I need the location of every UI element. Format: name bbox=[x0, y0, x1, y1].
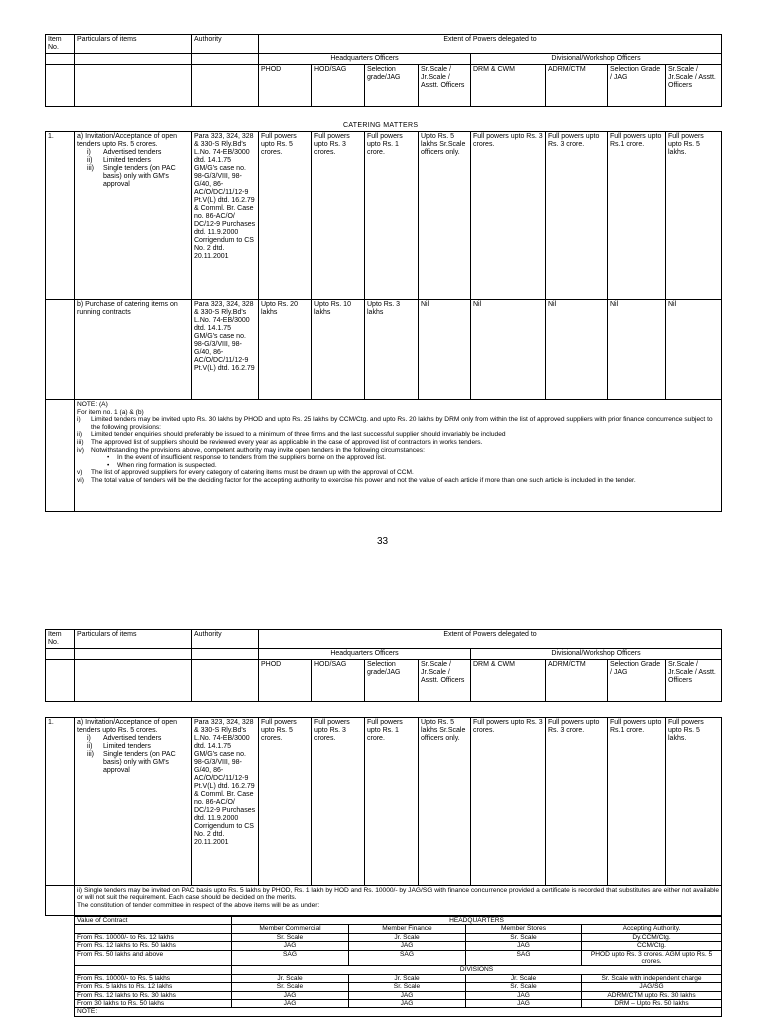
note-item: v) The list of approved suppliers for every category of catering items must be drawn up with the approval of CCM. bbox=[77, 469, 414, 477]
row1-sublist bbox=[77, 149, 189, 189]
committee-header-stores: Member Stores bbox=[466, 925, 582, 933]
committee-header-commercial: Member Commercial bbox=[232, 925, 349, 933]
row1-val: Full powers upto Rs.1 crore. bbox=[608, 718, 666, 886]
row1b-val: Upto Rs. 20 lakhs bbox=[259, 300, 312, 400]
div-officers-header: Divisional/Workshop Officers bbox=[471, 54, 722, 65]
page2-note-label: NOTE: bbox=[75, 1008, 722, 1016]
col-phod: PHOD bbox=[259, 65, 312, 107]
table-row: From Rs. 5 lakhs to Rs. 12 lakhs Sr. Scale Sr. Scale Sr. Scale JAG/SG bbox=[75, 983, 722, 991]
col-div-sr-scale: Sr.Scale / Jr.Scale / Asstt. Officers bbox=[666, 65, 722, 107]
col-adrm: ADRM/CTM bbox=[546, 65, 608, 107]
note-cell bbox=[75, 400, 722, 512]
row1-val: Full powers upto Rs. 1 crore. bbox=[365, 132, 419, 300]
note-item: i) Limited tenders may be invited upto Rs. 30 lakhs by PHOD and upto Rs. 25 lakhs by CCM/Ctg. and upto Rs. 20 lakhs by DRM only from within the list of approved suppliers with prior finance concurrence subject to the following provisions: bbox=[77, 416, 713, 431]
list-item: ii) Limited tenders bbox=[87, 157, 151, 164]
row1b-val: Nil bbox=[471, 300, 546, 400]
table-row: From Rs. 12 lakhs to Rs. 30 lakhs JAG JAG JAG ADRM/CTM upto Rs. 30 lakhs bbox=[75, 991, 722, 999]
row1-val: Full powers upto Rs. 5 crores. bbox=[259, 718, 312, 886]
col-drm: DRM & CWM bbox=[471, 65, 546, 107]
row1-particulars-a: a) Invitation/Acceptance of open tenders upto Rs. 5 crores. bbox=[77, 133, 178, 148]
row1b-particulars: b) Purchase of catering items on running contracts bbox=[75, 300, 192, 400]
row1b-val: Nil bbox=[608, 300, 666, 400]
page1-body-table bbox=[45, 131, 722, 512]
section-title: CATERING MATTERS bbox=[343, 122, 419, 129]
row1b-val: Upto Rs. 10 lakhs bbox=[312, 300, 365, 400]
note-item: iv) Notwithstanding the provisions above, competent authority may invite open tenders in the following circumstances: bbox=[77, 446, 425, 454]
col-div-sel-jag: Selection Grade / JAG bbox=[608, 65, 666, 107]
col-sr-scale: Sr.Scale / Jr.Scale / Asstt. Officers bbox=[419, 65, 471, 107]
note-title: NOTE: (A) bbox=[77, 401, 108, 408]
col-div-sel-jag: Selection Grade / JAG bbox=[608, 660, 666, 702]
row1-particulars bbox=[75, 132, 192, 300]
list-item: ii) Limited tenders bbox=[87, 743, 151, 750]
row1-val: Full powers upto Rs. 3 crore. bbox=[546, 718, 608, 886]
extent-header: Extent of Powers delegated to bbox=[259, 630, 722, 649]
committee-table bbox=[74, 916, 722, 1017]
row1b-val: Upto Rs. 3 lakhs bbox=[365, 300, 419, 400]
page2-header-table bbox=[45, 629, 722, 702]
page1-header-table bbox=[45, 34, 722, 107]
note-bullet: • When ring formation is suspected. bbox=[107, 461, 217, 469]
row1-val: Upto Rs. 5 lakhs Sr.Scale officers only. bbox=[419, 718, 471, 886]
list-item: iii) Single tenders (on PAC basis) only with GM's approval bbox=[87, 165, 176, 188]
list-item: iii) Single tenders (on PAC basis) only with GM's approval bbox=[87, 751, 176, 774]
row1-val: Full powers upto Rs. 5 lakhs. bbox=[666, 718, 722, 886]
row1-authority: Para 323, 324, 328 & 330-S Rly.Bd's L.No. 74-EB/3000 dtd. 14.1.75 GM/G's case no. 98-G/3/VIII, 98-G/40, 86-AC/O/DC/11/12-9 Pt.V(L) dtd. 16.2.79 & Comml. Br. Case no. 86-AC/O/ DC/12-9 Purchases dtd. 11.9.2000 Corrigendum to CS No. 2 dtd. 20.11.2001 bbox=[192, 132, 259, 300]
row1-val: Full powers upto Rs. 5 lakhs. bbox=[666, 132, 722, 300]
col-sr-scale: Sr.Scale / Jr.Scale / Asstt. Officers bbox=[419, 660, 471, 702]
row1-particulars bbox=[75, 718, 192, 886]
table-row: From Rs. 50 lakhs and above SAG SAG SAG PHOD upto Rs. 3 crores. AGM upto Rs. 5 crores. bbox=[75, 950, 722, 966]
row1-num: 1. bbox=[46, 132, 75, 300]
row1b-authority: Para 323, 324, 328 & 330-S Rly.Bd's L.No. 74-EB/3000 dtd. 14.1.75 GM/G's case no. 98-G/3/VIII, 98-G/40, 86-AC/O/DC/11/12-9 Pt.V(L) dtd. 16.2.79 bbox=[192, 300, 259, 400]
col-hod: HOD/SAG bbox=[312, 65, 365, 107]
table-row: From Rs. 10000/- to Rs. 5 lakhs Jr. Scale Jr. Scale Jr. Scale Sr. Scale with independent charge bbox=[75, 974, 722, 982]
col-sel-jag: Selection grade/JAG bbox=[365, 65, 419, 107]
particulars-header: Particulars of items bbox=[75, 35, 192, 54]
row1-val: Full powers upto Rs. 3 crores. bbox=[312, 132, 365, 300]
row1-val: Upto Rs. 5 lakhs Sr.Scale officers only. bbox=[419, 132, 471, 300]
note-bullet: • In the event of insufficient response to tenders from the suppliers borne on the approved list. bbox=[107, 454, 386, 462]
table-row: From Rs. 12 lakhs to Rs. 50 lakhs JAG JAG JAG CCM/Ctg. bbox=[75, 942, 722, 950]
row1-sublist bbox=[77, 735, 189, 775]
row1-val: Full powers upto Rs. 5 crores. bbox=[259, 132, 312, 300]
row1-val: Full powers upto Rs. 3 crores. bbox=[471, 132, 546, 300]
single-tender-note-cell bbox=[75, 886, 722, 916]
row1b-val: Nil bbox=[666, 300, 722, 400]
committee-header-value: Value of Contract bbox=[75, 917, 232, 925]
col-adrm: ADRM/CTM bbox=[546, 660, 608, 702]
item-no-header: Item No. bbox=[46, 630, 75, 649]
list-item: i) Advertised tenders bbox=[87, 149, 162, 156]
row1-val: Full powers upto Rs. 3 crore. bbox=[546, 132, 608, 300]
col-div-sr-scale: Sr.Scale / Jr.Scale / Asstt. Officers bbox=[666, 660, 722, 702]
div-label: DIVISIONS bbox=[232, 966, 722, 974]
single-tender-note: ii) Single tenders may be invited on PAC basis upto Rs. 5 lakhs by PHOD, Rs. 1 lakh by HOD and Rs. 10000/- by JAG/SG with finance concurrence provided a certificate is recorded that substitutes are either not available or will not suit the requirement. Each case should be decided on the merits. bbox=[77, 887, 719, 902]
note-item: vi) The total value of tenders will be the deciding factor for the accepting authority to exercise his power and not the value of each article if more than one such article is included in the tender. bbox=[77, 476, 636, 484]
row1-num: 1. bbox=[46, 718, 75, 886]
page2-body-table bbox=[45, 717, 722, 916]
item-no-header: Item No. bbox=[46, 35, 75, 54]
extent-header: Extent of Powers delegated to bbox=[259, 35, 722, 54]
row1-val: Full powers upto Rs. 3 crores. bbox=[471, 718, 546, 886]
row1-val: Full powers upto Rs. 1 crore. bbox=[365, 718, 419, 886]
col-phod: PHOD bbox=[259, 660, 312, 702]
table-row: From Rs. 10000/- to Rs. 12 lakhs Sr. Scale Jr. Scale Sr. Scale Dy.CCM/Ctg. bbox=[75, 933, 722, 941]
committee-header-accepting: Accepting Authority. bbox=[582, 925, 722, 933]
hq-officers-header: Headquarters Officers bbox=[259, 649, 471, 660]
row1b-val: Nil bbox=[546, 300, 608, 400]
committee-header-finance: Member Finance bbox=[349, 925, 466, 933]
row1b-val: Nil bbox=[419, 300, 471, 400]
div-officers-header: Divisional/Workshop Officers bbox=[471, 649, 722, 660]
row1-authority: Para 323, 324, 328 & 330-S Rly.Bd's L.No. 74-EB/3000 dtd. 14.1.75 GM/G's case no. 98-G/3/VIII, 98-G/40, 86-AC/O/DC/11/12-9 Pt.V(L) dtd. 16.2.79 & Comml. Br. Case no. 86-AC/O/ DC/12-9 Purchases dtd. 11.9.2000 Corrigendum to CS No. 2 dtd. 20.11.2001 bbox=[192, 718, 259, 886]
constitution-note: The constitution of tender committee in respect of the above items will be as under: bbox=[77, 901, 320, 909]
col-sel-jag: Selection grade/JAG bbox=[365, 660, 419, 702]
hq-officers-header: Headquarters Officers bbox=[259, 54, 471, 65]
authority-header: Authority bbox=[192, 35, 259, 54]
hq-label: HEADQUARTERS bbox=[232, 917, 722, 925]
note-item: iii) The approved list of suppliers should be reviewed every year as applicable in the case of approved list of contractors in works tenders. bbox=[77, 438, 483, 446]
row1-particulars-a: a) Invitation/Acceptance of open tenders upto Rs. 5 crores. bbox=[77, 719, 178, 734]
table-row: From 30 lakhs to Rs. 50 lakhs JAG JAG JAG DRM – Upto Rs. 50 lakhs bbox=[75, 1000, 722, 1008]
page-number: 33 bbox=[377, 536, 389, 547]
row1-val: Full powers upto Rs.1 crore. bbox=[608, 132, 666, 300]
note-item: ii) Limited tender enquiries should preferably be issued to a minimum of three firms and the last successful supplier should invariably be included bbox=[77, 431, 506, 439]
authority-header: Authority bbox=[192, 630, 259, 649]
note-for: For item no. 1 (a) & (b) bbox=[77, 408, 144, 416]
particulars-header: Particulars of items bbox=[75, 630, 192, 649]
list-item: i) Advertised tenders bbox=[87, 735, 162, 742]
col-hod: HOD/SAG bbox=[312, 660, 365, 702]
col-drm: DRM & CWM bbox=[471, 660, 546, 702]
row1-val: Full powers upto Rs. 3 crores. bbox=[312, 718, 365, 886]
